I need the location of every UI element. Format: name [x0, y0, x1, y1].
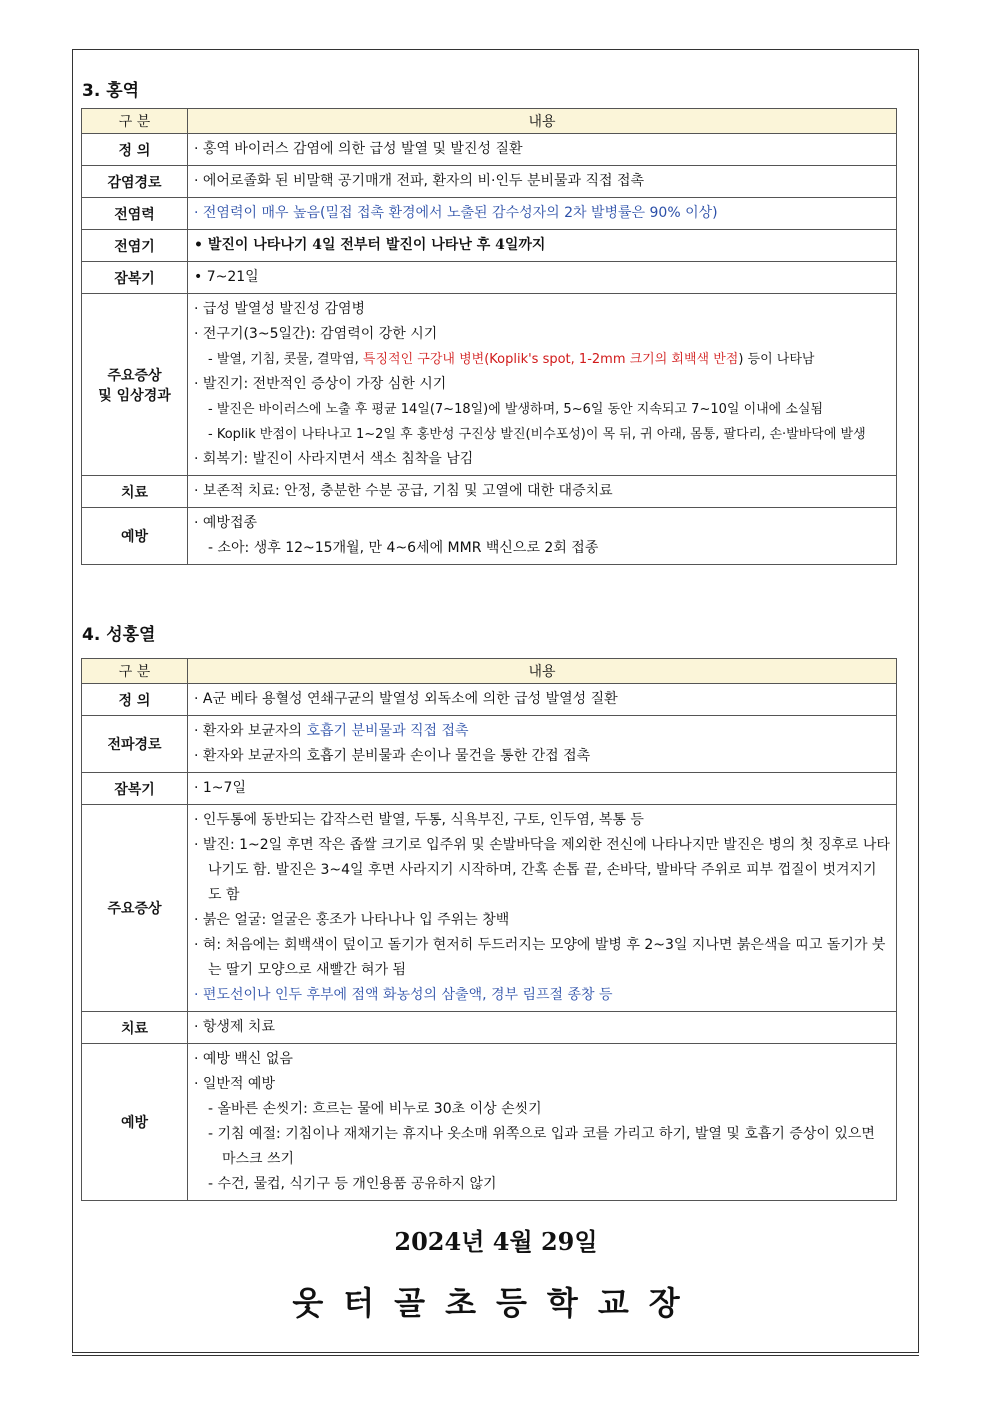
table-row [82, 198, 897, 230]
table-row [82, 684, 897, 716]
principal-signature: 웃터골초등학교장 [292, 1284, 700, 1322]
table-row [82, 1012, 897, 1044]
row-text: · 환자와 보균자의 호흡기 분비물과 손이나 물건을 통한 간접 접촉 [194, 748, 591, 764]
row-label: 감염경로 [82, 166, 188, 198]
row-label: 예방 [82, 508, 188, 565]
bottom-rule [72, 1355, 919, 1356]
notice-date: 2024년 4월 29일 [394, 1227, 598, 1256]
row-text: · 인두통에 동반되는 갑작스런 발열, 두통, 식욕부진, 구토, 인두염, 복통 등 [194, 812, 644, 828]
row-text: · 전염력이 매우 높음(밀접 접촉 환경에서 노출된 감수성자의 2차 발병률은 90% 이상) [194, 205, 718, 221]
row-text: - 기침 예절: 기침이나 재채기는 휴지나 옷소매 위쪽으로 입과 코를 가리고 하기, 발열 및 호흡기 증상이 있으면 마스크 쓰기 [208, 1126, 875, 1167]
row-text: · 예방 백신 없음 [194, 1051, 293, 1067]
table-row [82, 262, 897, 294]
row-text: · 붉은 얼굴: 얼굴은 홍조가 나타나나 입 주위는 창백 [194, 912, 510, 928]
row-text: · 일반적 예방 [194, 1076, 275, 1092]
row-label: 전염기 [82, 230, 188, 262]
row-text: - 올바른 손씻기: 흐르는 물에 비누로 30초 이상 손씻기 [208, 1101, 542, 1117]
row-text: • 발진이 나타나기 4일 전부터 발진이 나타난 후 4일까지 [194, 237, 546, 253]
table-row [82, 230, 897, 262]
row-text: - 수건, 물컵, 식기구 등 개인용품 공유하지 않기 [208, 1176, 497, 1192]
header-category: 구 분 [82, 109, 188, 134]
table-row [82, 716, 897, 773]
row-label: 정 의 [82, 684, 188, 716]
row-text: - 소아: 생후 12~15개월, 만 4~6세에 MMR 백신으로 2회 접종 [208, 540, 599, 556]
scarlet-fever-table [81, 658, 897, 1201]
row-label: 정 의 [82, 134, 188, 166]
row-label: 치료 [82, 476, 188, 508]
row-text: · 혀: 처음에는 회백색이 덮이고 돌기가 현저히 두드러지는 모양에 발병 후 2~3일 지나면 붉은색을 띠고 돌기가 붓는 딸기 모양으로 새빨간 혀가 됨 [194, 937, 886, 978]
row-text: - 발열, 기침, 콧물, 결막염, 특징적인 구강내 병변(Koplik's spot, 1-2mm 크기의 회백색 반점) 등이 나타남 [208, 352, 815, 367]
table-header-row [82, 659, 897, 684]
row-label [82, 294, 188, 476]
header-content: 내용 [188, 109, 897, 134]
row-label: 예방 [82, 1044, 188, 1201]
section-4-title: 4. 성홍열 [82, 625, 156, 645]
row-text: · 에어로졸화 된 비말핵 공기매개 전파, 환자의 비·인두 분비물과 직접 접촉 [194, 173, 645, 189]
header-content: 내용 [188, 659, 897, 684]
table-row [82, 476, 897, 508]
row-label: 주요증상 [82, 805, 188, 1012]
row-text: · 보존적 치료: 안정, 충분한 수분 공급, 기침 및 고열에 대한 대증치료 [194, 483, 613, 499]
measles-table [81, 108, 897, 565]
table-row [82, 294, 897, 476]
section-3-title: 3. 홍역 [82, 81, 140, 101]
row-label: 잠복기 [82, 773, 188, 805]
table-row [82, 508, 897, 565]
table-header-row [82, 109, 897, 134]
row-text: • 7~21일 [194, 269, 259, 285]
row-text: · 회복기: 발진이 사라지면서 색소 침착을 남김 [194, 451, 474, 467]
row-label: 전파경로 [82, 716, 188, 773]
highlight-text: 호흡기 분비물과 직접 접촉 [306, 723, 469, 739]
row-text: · 발진기: 전반적인 증상이 가장 심한 시기 [194, 376, 447, 392]
row-text: - 발진은 바이러스에 노출 후 평균 14일(7~18일)에 발생하며, 5~6일 동안 지속되고 7~10일 이내에 소실됨 [208, 402, 824, 417]
row-text: · A군 베타 용혈성 연쇄구균의 발열성 외독소에 의한 급성 발열성 질환 [194, 691, 618, 707]
row-label: 치료 [82, 1012, 188, 1044]
row-text: · 환자와 보균자의 호흡기 분비물과 직접 접촉 [194, 723, 469, 739]
row-text: · 전구기(3~5일간): 감염력이 강한 시기 [194, 326, 438, 342]
row-label: 전염력 [82, 198, 188, 230]
table-row [82, 134, 897, 166]
row-label-line: 및 임상경과 [98, 387, 171, 404]
row-text: - Koplik 반점이 나타나고 1~2일 후 홍반성 구진상 발진(비수포성)이 목 뒤, 귀 아래, 몸통, 팔다리, 손·발바닥에 발생 [208, 427, 866, 442]
row-text: · 1~7일 [194, 780, 246, 796]
table-row [82, 1044, 897, 1201]
row-text: · 홍역 바이러스 감염에 의한 급성 발열 및 발진성 질환 [194, 141, 523, 157]
table-row [82, 805, 897, 1012]
row-label: 잠복기 [82, 262, 188, 294]
row-label-line: 주요증상 [107, 367, 162, 384]
highlight-text: 특징적인 구강내 병변(Koplik's spot, 1-2mm 크기의 회백색 반점 [362, 352, 739, 367]
table-row [82, 773, 897, 805]
header-category: 구 분 [82, 659, 188, 684]
row-text: · 예방접종 [194, 515, 257, 531]
row-text: · 항생제 치료 [194, 1019, 275, 1035]
row-text: · 발진: 1~2일 후면 작은 좁쌀 크기로 입주위 및 손발바닥을 제외한 전신에 나타나지만 발진은 병의 첫 징후로 나타나기도 함. 발진은 3~4일 후면 사라지기 시작하며, 간혹 손톱 끝, 손바닥, 발바닥 주위로 피부 껍질이 벗겨지기도 함 [194, 837, 890, 903]
row-text: · 편도선이나 인두 후부에 점액 화농성의 삼출액, 경부 림프절 종창 등 [194, 987, 613, 1003]
table-row [82, 166, 897, 198]
row-text: · 급성 발열성 발진성 감염병 [194, 301, 366, 317]
